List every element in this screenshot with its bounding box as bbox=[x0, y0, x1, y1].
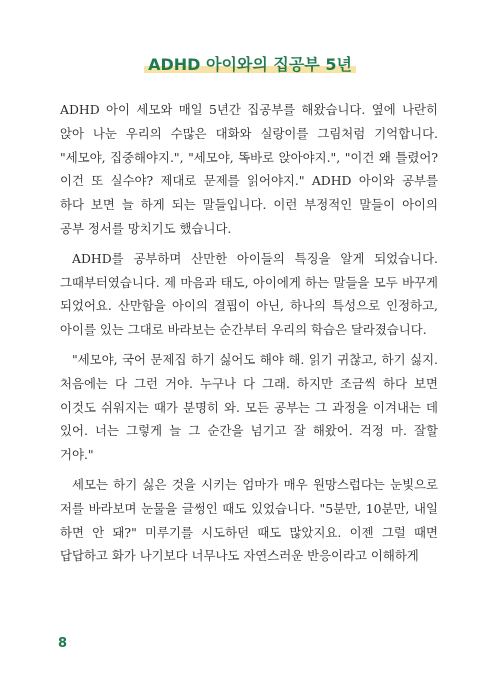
paragraph-3: "세모야, 국어 문제집 하기 싫어도 해야 해. 읽기 귀찮고, 하기 싫지. 처음에는 다 그런 거야. 누구나 다 그래. 하지만 조금씩 하다 보면 이것도 쉬워지는 때가 분명히 와. 모든 공부는 그 과정을 이겨내는 데 있어. 너는 그렇게 늘 그 순간을 넘기고 잘 해왔어. 걱정 마. 잘할 거야." bbox=[60, 351, 438, 463]
chapter-header bbox=[0, 52, 500, 75]
paragraph-2: ADHD를 공부하며 산만한 아이들의 특징을 알게 되었습니다. 그때부터였습니다. 제 마음과 태도, 아이에게 하는 말들을 모두 바꾸게 되었어요. 산만함을 아이의 결핍이 아닌, 하나의 특성으로 인정하고, 아이를 있는 그대로 바라보는 순간부터 우리의 학습은 달라졌습니다. bbox=[60, 250, 438, 338]
chapter-title: ADHD 아이와의 집공부 5년 bbox=[144, 52, 356, 75]
paragraph-1: ADHD 아이 세모와 매일 5년간 집공부를 해왔습니다. 옆에 나란히 앉아 나눈 우리의 수많은 대화와 실랑이를 그림처럼 기억합니다. "세모야, 집중해야지.", "세모야, 똑바로 앉아야지.", "이건 왜 틀렸어? 이건 또 실수야? 제대로 문제를 읽어야지." ADHD 아이와 공부를 하다 보면 늘 하게 되는 말들입니다. 이런 부정적인 말들이 아이의 공부 정서를 망치기도 했습니다. bbox=[60, 102, 438, 236]
page-number: 8 bbox=[58, 636, 68, 651]
paragraph-4: 세모는 하기 싫은 것을 시키는 엄마가 매우 원망스럽다는 눈빛으로 저를 바라보며 눈물을 글썽인 때도 있었습니다. "5분만, 10분만, 내일 하면 안 돼?" 미루기를 시도하던 때도 많았지요. 이젠 그럴 때면 답답하고 화가 나기보다 너무나도 자연스러운 반응이라고 이해하게 bbox=[60, 476, 438, 564]
body-text bbox=[60, 98, 438, 574]
